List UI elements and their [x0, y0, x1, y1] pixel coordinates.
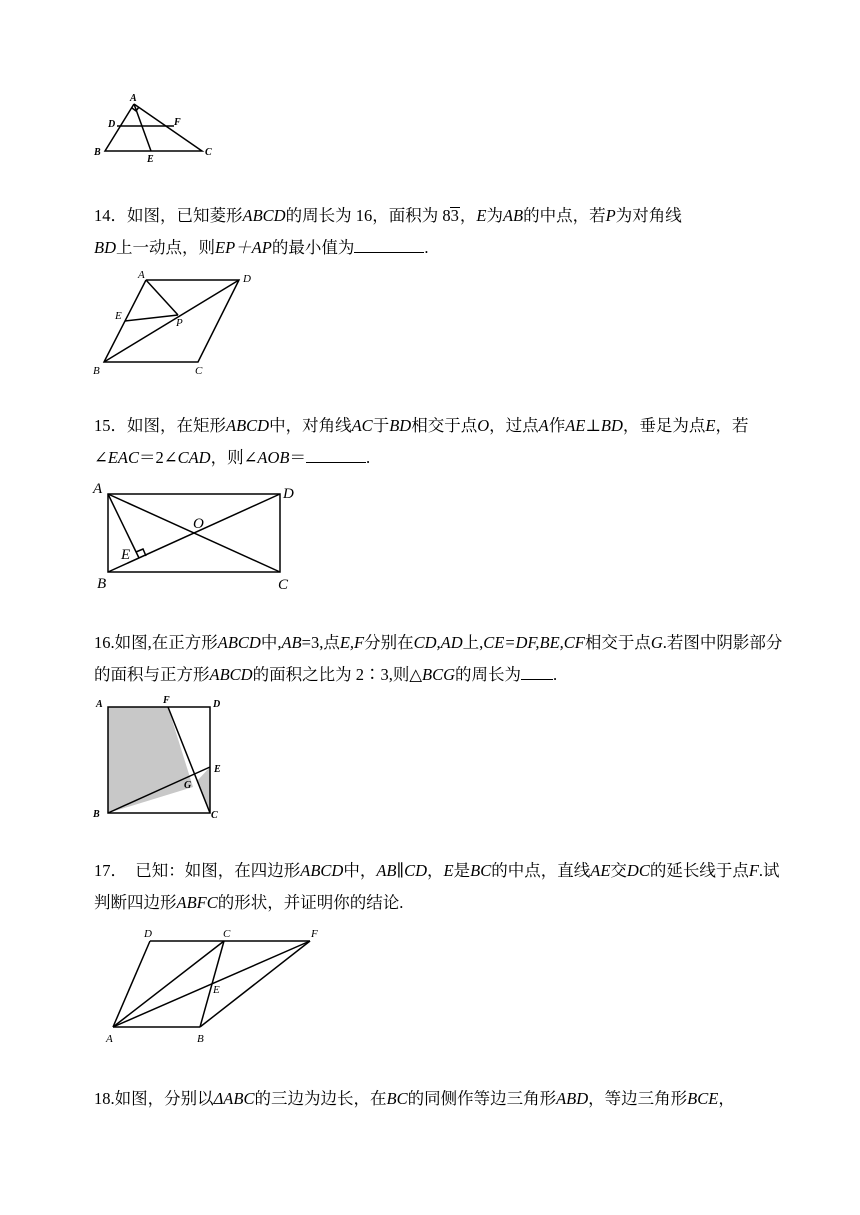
question-16: 16.如图,在正方形ABCD中,AB=3,点E,F分别在CD,AD上,CE=DF,BE,CF相交于点G.若图中阴影部分的面积与正方形ABCD的面积之比为 2∶3,则△BCG的周长为 .	[94, 633, 783, 684]
figure-15	[88, 478, 303, 593]
answer-blank-14[interactable]	[354, 236, 424, 253]
fig17-segment-ac	[113, 941, 224, 1027]
fig17-segment-ad	[113, 941, 150, 1027]
fig17-segment-af	[113, 941, 310, 1027]
fig15-label-a: A	[93, 481, 103, 497]
fig17-label-a: A	[106, 1033, 113, 1045]
answer-blank-15[interactable]	[306, 446, 366, 463]
fig16-shaded-region-right	[197, 767, 210, 811]
fig16-label-c: C	[211, 810, 218, 821]
fig17-label-b: B	[197, 1033, 204, 1045]
fig16-label-d: D	[213, 699, 221, 710]
question-14: 14．如图，已知菱形ABCD的周长为 16，面积为 83，E为AB的中点，若P为对角线 BD上一动点，则EP＋AP的最小值为 .	[94, 206, 682, 257]
fig14-label-e: E	[115, 310, 122, 322]
figure-17	[100, 925, 330, 1050]
answer-blank-16[interactable]	[521, 663, 553, 680]
question-18: 18.如图，分别以ΔABC的三边为边长，在BC的同侧作等边三角形ABD，等边三角形BCE，	[94, 1089, 735, 1108]
fig14-segment-ap	[146, 280, 178, 315]
fig14-label-p: P	[176, 317, 183, 329]
fig13-label-f: F	[174, 117, 181, 128]
fig17-label-e: E	[213, 984, 220, 996]
fig14-segment-ep	[125, 315, 178, 321]
fig14-label-b: B	[93, 365, 100, 377]
fig16-label-a: A	[96, 699, 103, 710]
fig17-label-d: D	[144, 928, 152, 940]
fig16-label-f: F	[163, 695, 170, 706]
fig16-label-b: B	[93, 809, 100, 820]
fig15-label-d: D	[283, 486, 294, 502]
fig17-label-f: F	[311, 928, 318, 940]
figure-14	[86, 268, 266, 378]
figure-13	[88, 90, 223, 165]
fig15-label-e: E	[121, 547, 131, 563]
fig14-label-c: C	[195, 365, 203, 377]
fig16-label-e: E	[214, 764, 221, 775]
fig15-label-b: B	[97, 576, 107, 592]
fig16-shaded-region-left	[108, 707, 193, 813]
fig13-label-b: B	[94, 147, 101, 158]
figure-16	[88, 693, 233, 823]
fig17-label-c: C	[223, 928, 231, 940]
fig13-label-d: D	[108, 119, 116, 130]
fig16-label-g: G	[184, 780, 192, 791]
fig14-label-d: D	[243, 273, 251, 285]
fig13-label-e: E	[147, 154, 154, 165]
fig13-triangle	[105, 104, 202, 151]
fig13-label-c: C	[205, 147, 212, 158]
fig13-label-a: A	[130, 93, 137, 104]
fig15-label-o: O	[193, 516, 204, 532]
fig15-label-c: C	[278, 577, 289, 593]
fig14-label-a: A	[138, 269, 145, 281]
question-17: 17． 已知：如图，在四边形ABCD中，AB∥CD，E是BC的中点，直线AE交DC的延长线于点F.试判断四边形ABFC的形状，并证明你的结论.	[94, 861, 780, 912]
question-15: 15．如图，在矩形ABCD中，对角线AC于BD相交于点O，过点A作AE⊥BD，垂足为点E，若∠EAC＝2∠CAD，则∠AOB＝ .	[94, 416, 749, 467]
